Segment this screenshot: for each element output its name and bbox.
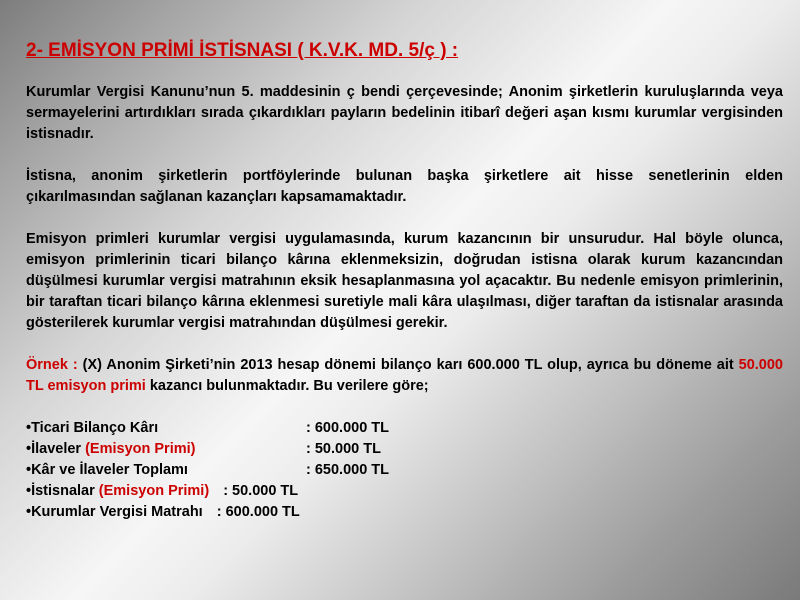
- bullet: •: [26, 420, 32, 436]
- slide-content: [26, 38, 783, 523]
- item-value: : 600.000 TL: [212, 504, 300, 520]
- item-label: Kurumlar Vergisi Matrahı: [31, 504, 203, 520]
- item-label: İlaveler: [31, 441, 86, 457]
- paragraph-definition: Kurumlar Vergisi Kanunu’nun 5. maddesinin ç bendi çerçevesinde; Anonim şirketlerin kuruluşlarında veya sermayelerini artırdıkları sırada çıkardıkları payların bedelinin itibarî değeri aşan kısmı kurumlar vergisinden istisnadır.: [26, 84, 783, 142]
- list-item-additions: [26, 439, 783, 460]
- list-item-exceptions: [26, 481, 783, 502]
- example-highlight: 50.000 TL emisyon primi: [26, 357, 783, 394]
- example-label: Örnek :: [26, 357, 78, 373]
- paragraph-example: [26, 355, 783, 397]
- item-label: Ticari Bilanço Kârı: [31, 420, 159, 436]
- item-label-highlight: (Emisyon Primi): [98, 483, 210, 499]
- paragraph-exception: İstisna, anonim şirketlerin portföylerinde bulunan başka şirketlere ait hisse senetlerinin elden çıkarılmasından sağlanan kazançları kapsamamaktadır.: [26, 168, 783, 205]
- slide-title: 2- EMİSYON PRİMİ İSTİSNASI ( K.V.K. MD. 5/ç ) :: [26, 40, 459, 61]
- example-open-paren: (: [77, 357, 88, 373]
- item-value: : 50.000 TL: [219, 483, 299, 499]
- bullet: •: [26, 441, 32, 457]
- item-value: : 50.000 TL: [306, 441, 381, 457]
- list-item-total: [26, 460, 783, 481]
- item-value: : 600.000 TL: [306, 420, 390, 436]
- example-text-2: kazancı bulunmaktadır. Bu verilere göre;: [145, 378, 429, 394]
- list-item-tax-base: [26, 502, 783, 523]
- item-label: Kâr ve İlaveler Toplamı: [31, 462, 188, 478]
- item-value: : 650.000 TL: [306, 462, 390, 478]
- list-item-commercial-profit: [26, 418, 783, 439]
- bullet: •: [26, 504, 32, 520]
- item-label: İstisnalar: [31, 483, 99, 499]
- example-text-1: ) Anonim Şirketi’nin 2013 hesap dönemi bilanço karı 600.000 TL olup, ayrıca bu döneme ait: [97, 357, 739, 373]
- page-number: 16: [738, 565, 750, 576]
- example-company: X: [87, 357, 98, 373]
- item-label-highlight: (Emisyon Primi): [85, 441, 196, 457]
- paragraph-explanation: Emisyon primleri kurumlar vergisi uygulamasında, kurum kazancının bir unsurudur. Hal böyle olunca, emisyon primlerinin ticari bilanço kârına eklenmeksizin, doğrudan istisna olarak kurum kazancından düşülmesi kurumlar vergisi matrahının eksik hesaplanmasına yol açacaktır. Bu nedenle emisyon primlerinin, bir taraftan ticari bilanço kârına eklenmesi suretiyle mali kâra ulaşılması, diğer taraftan da istisnalar arasında gösterilerek kurumlar vergisi matrahından düşülmesi gerekir.: [26, 231, 783, 331]
- bullet: •: [26, 462, 32, 478]
- calculation-list: [26, 418, 783, 523]
- bullet: •: [26, 483, 32, 499]
